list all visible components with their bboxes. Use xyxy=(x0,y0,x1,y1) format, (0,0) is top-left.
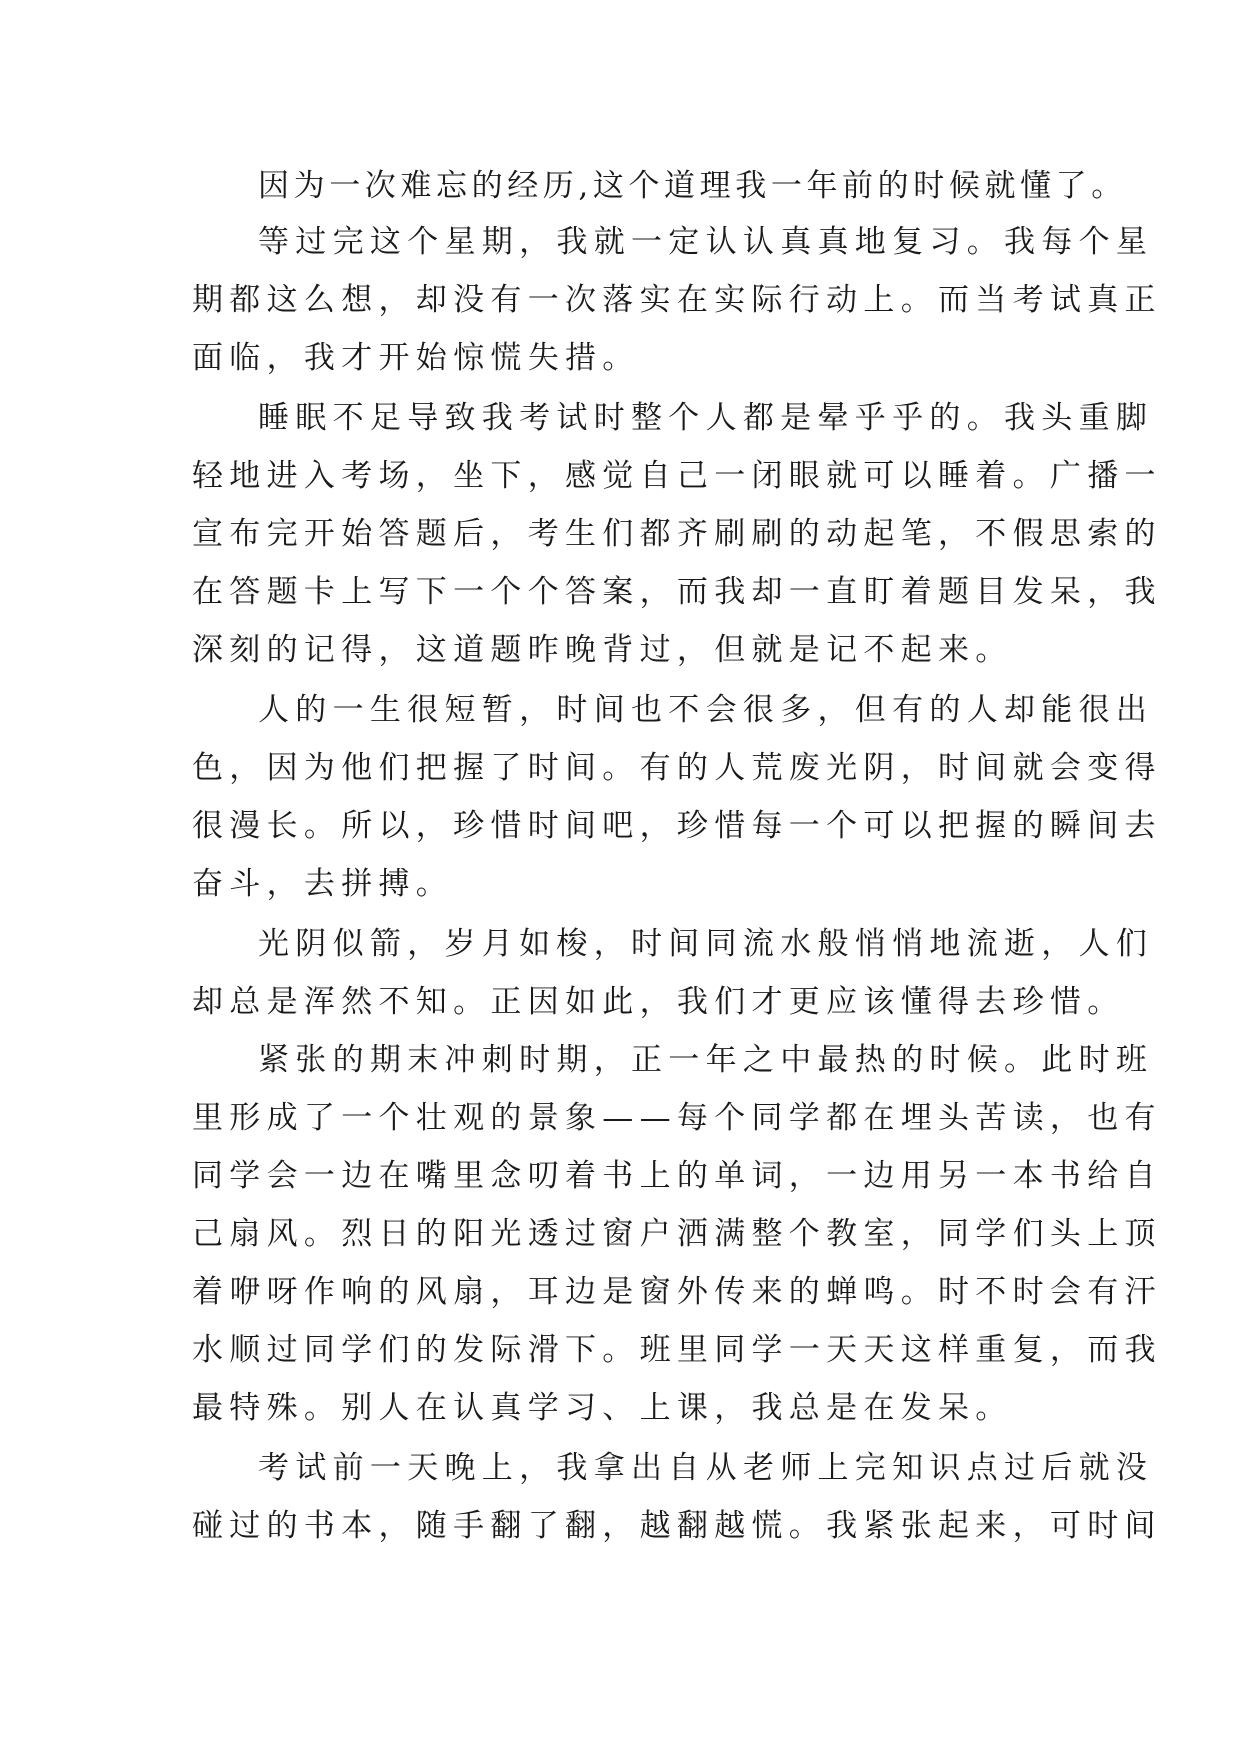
text-line: 因为一次难忘的经历,这个道理我一年前的时候就懂了。 xyxy=(258,168,1127,204)
text-line: 着咿呀作响的风扇，耳边是窗外传来的蝉鸣。时不时会有汗 xyxy=(192,1274,1162,1310)
text-line: 色，因为他们把握了时间。有的人荒废光阴，时间就会变得 xyxy=(192,750,1162,786)
text-line: 宣布完开始答题后，考生们都齐刷刷的动起笔，不假思索的 xyxy=(192,516,1162,552)
text-line: 考试前一天晚上，我拿出自从老师上完知识点过后就没 xyxy=(258,1450,1154,1486)
text-line: 己扇风。烈日的阳光透过窗户洒满整个教室，同学们头上顶 xyxy=(192,1216,1162,1252)
text-line: 光阴似箭，岁月如梭，时间同流水般悄悄地流逝，人们 xyxy=(258,926,1154,962)
text-line: 最特殊。别人在认真学习、上课，我总是在发呆。 xyxy=(192,1390,1013,1426)
text-line: 里形成了一个壮观的景象——每个同学都在埋头苦读，也有 xyxy=(192,1100,1162,1136)
text-line: 碰过的书本，随手翻了翻，越翻越慌。我紧张起来，可时间 xyxy=(192,1508,1162,1544)
text-line: 期都这么想，却没有一次落实在实际行动上。而当考试真正 xyxy=(192,282,1162,318)
text-line: 轻地进入考场，坐下，感觉自己一闭眼就可以睡着。广播一 xyxy=(192,458,1162,494)
text-line: 深刻的记得，这道题昨晚背过，但就是记不起来。 xyxy=(192,632,1013,668)
text-line: 面临，我才开始惊慌失措。 xyxy=(192,340,640,376)
text-line: 水顺过同学们的发际滑下。班里同学一天天这样重复，而我 xyxy=(192,1332,1162,1368)
text-line: 在答题卡上写下一个个答案，而我却一直盯着题目发呆，我 xyxy=(192,574,1162,610)
text-line: 睡眠不足导致我考试时整个人都是晕乎乎的。我头重脚 xyxy=(258,400,1154,436)
text-line: 人的一生很短暂，时间也不会很多，但有的人却能很出 xyxy=(258,692,1154,728)
text-line: 紧张的期末冲刺时期，正一年之中最热的时候。此时班 xyxy=(258,1042,1154,1078)
text-line: 等过完这个星期，我就一定认认真真地复习。我每个星 xyxy=(258,224,1154,260)
text-line: 同学会一边在嘴里念叨着书上的单词，一边用另一本书给自 xyxy=(192,1158,1162,1194)
text-line: 却总是浑然不知。正因如此，我们才更应该懂得去珍惜。 xyxy=(192,984,1125,1020)
text-line: 很漫长。所以，珍惜时间吧，珍惜每一个可以把握的瞬间去 xyxy=(192,808,1162,844)
text-line: 奋斗，去拼搏。 xyxy=(192,866,454,902)
